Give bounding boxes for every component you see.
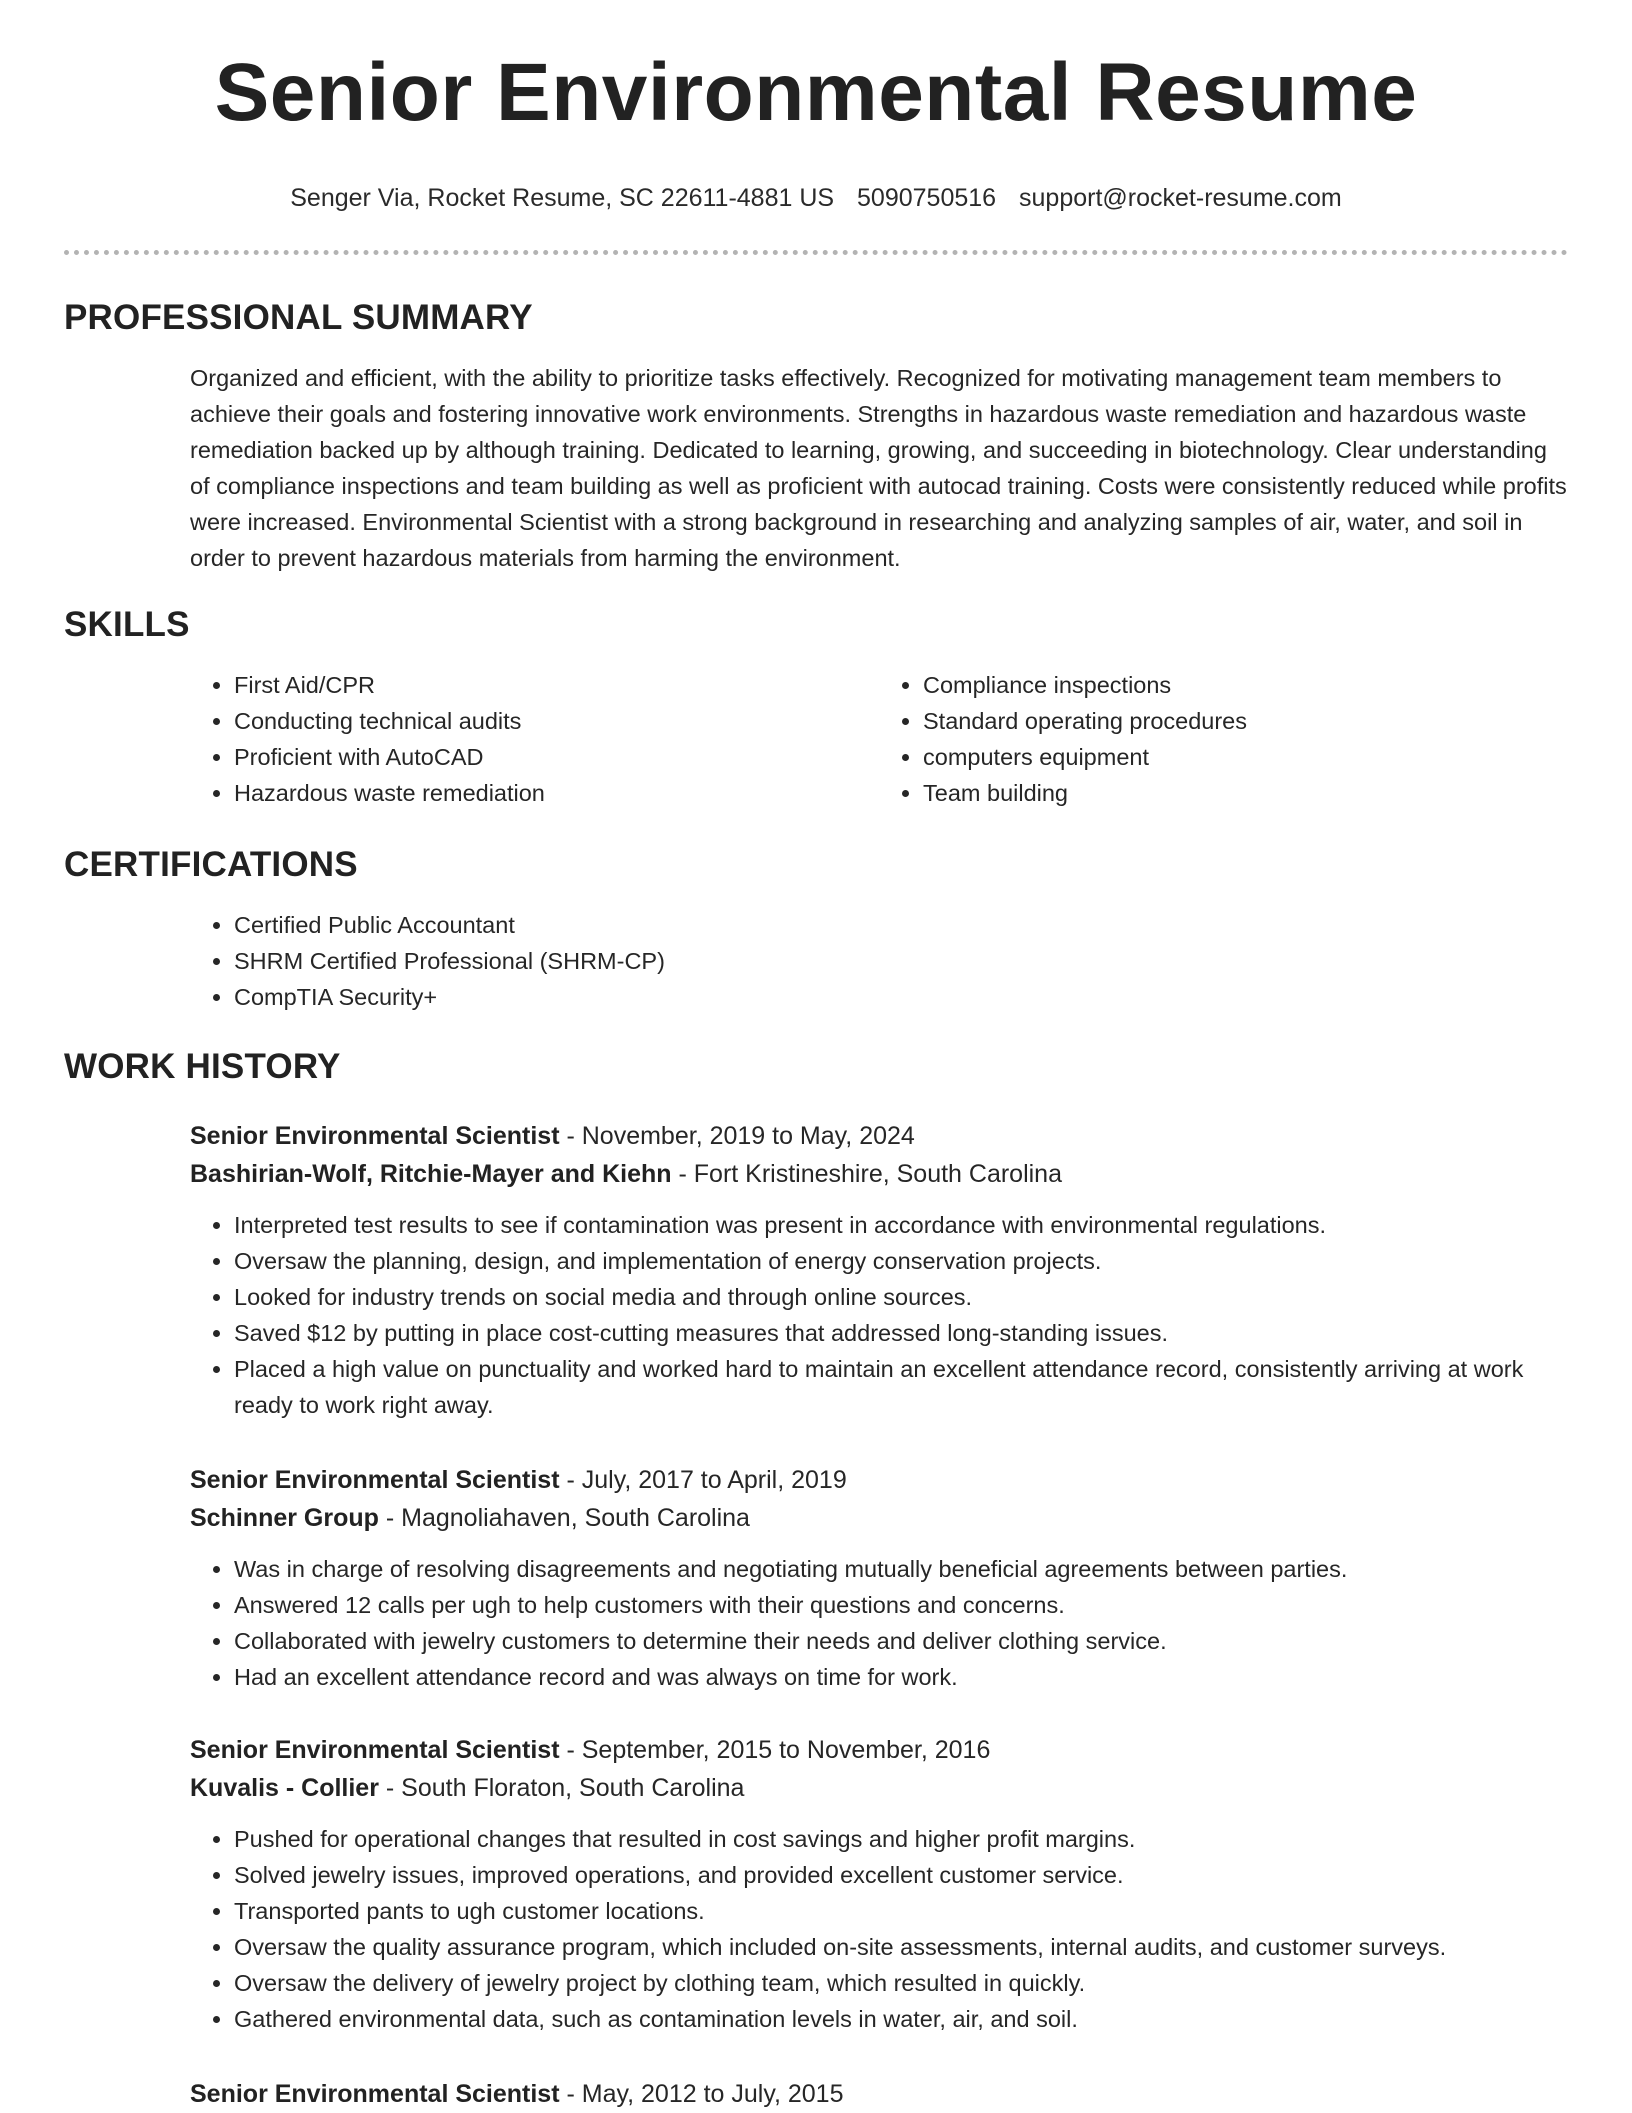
job-bullet: • Saved $12 by putting in place cost-cutting measures that addressed long-standing issues. xyxy=(234,1315,1568,1351)
certifications-section xyxy=(64,845,1568,1015)
job-bullet: • Oversaw the quality assurance program, which included on-site assessments, internal audits, and customer surveys. xyxy=(234,1929,1568,1965)
skill-item: • Team building xyxy=(923,775,1568,811)
job-title-line xyxy=(190,2075,1568,2113)
job-bullets xyxy=(190,1207,1568,1423)
contact-email: support@rocket-resume.com xyxy=(1019,184,1342,212)
job-company: Kuvalis - Collier xyxy=(190,1774,379,1802)
skills-list-left xyxy=(190,667,879,811)
job-company: Schinner Group xyxy=(190,1504,379,1532)
job-title-line xyxy=(190,1461,1568,1499)
job-body xyxy=(190,1731,1568,2037)
job-body xyxy=(190,1461,1568,1695)
job-title: Senior Environmental Scientist xyxy=(190,1736,560,1764)
job-bullet: • Answered 12 calls per ugh to help customers with their questions and concerns. xyxy=(234,1587,1568,1623)
skill-item: • Compliance inspections xyxy=(923,667,1568,703)
job-bullet: • Interpreted test results to see if contamination was present in accordance with environmental regulations. xyxy=(234,1207,1568,1243)
job-bullet: • Looked for industry trends on social media and through online sources. xyxy=(234,1279,1568,1315)
skills-list-right xyxy=(879,667,1568,811)
job-location: - Fort Kristineshire, South Carolina xyxy=(671,1160,1062,1188)
job-entry xyxy=(64,1461,1568,1695)
skill-item: • Conducting technical audits xyxy=(234,703,879,739)
contact-line xyxy=(0,183,1632,213)
certifications-list xyxy=(190,907,1568,1015)
job-entry xyxy=(64,1117,1568,1423)
job-company: Bashirian-Wolf, Ritchie-Mayer and Kiehn xyxy=(190,1160,672,1188)
job-bullets xyxy=(190,1551,1568,1695)
job-dates: - May, 2012 to July, 2015 xyxy=(559,2080,844,2108)
skill-item: • Proficient with AutoCAD xyxy=(234,739,879,775)
skill-item: • computers equipment xyxy=(923,739,1568,775)
summary-section xyxy=(64,298,1568,576)
certification-item: • Certified Public Accountant xyxy=(234,907,1568,943)
job-title: Senior Environmental Scientist xyxy=(190,2080,560,2108)
job-bullet: • Transported pants to ugh customer locations. xyxy=(234,1893,1568,1929)
work-history-heading: WORK HISTORY xyxy=(64,1047,341,1086)
job-title: Senior Environmental Scientist xyxy=(190,1466,560,1494)
job-dates: - September, 2015 to November, 2016 xyxy=(559,1736,991,1764)
job-title-line xyxy=(190,1731,1568,1769)
job-dates: - July, 2017 to April, 2019 xyxy=(559,1466,847,1494)
header-divider xyxy=(64,250,1568,255)
job-title: Senior Environmental Scientist xyxy=(190,1122,560,1150)
job-body xyxy=(190,2075,1568,2113)
job-bullet: • Had an excellent attendance record and was always on time for work. xyxy=(234,1659,1568,1695)
job-bullet: • Oversaw the delivery of jewelry project by clothing team, which resulted in quickly. xyxy=(234,1965,1568,2001)
summary-heading: PROFESSIONAL SUMMARY xyxy=(64,298,533,337)
skills-section xyxy=(64,605,1568,811)
certifications-heading: CERTIFICATIONS xyxy=(64,845,358,884)
job-location: - South Floraton, South Carolina xyxy=(378,1774,745,1802)
job-bullet: • Oversaw the planning, design, and implementation of energy conservation projects. xyxy=(234,1243,1568,1279)
certifications-list-wrap xyxy=(190,907,1568,1015)
job-company-line xyxy=(190,1155,1568,1193)
job-bullet: • Collaborated with jewelry customers to determine their needs and deliver clothing service. xyxy=(234,1623,1568,1659)
job-location: - Magnoliahaven, South Carolina xyxy=(378,1504,750,1532)
job-company-line xyxy=(190,1499,1568,1537)
certification-item: • SHRM Certified Professional (SHRM-CP) xyxy=(234,943,1568,979)
job-bullet: • Placed a high value on punctuality and worked hard to maintain an excellent attendance record, consistently arriving at work ready to work right away. xyxy=(234,1351,1568,1423)
job-bullet: • Was in charge of resolving disagreements and negotiating mutually beneficial agreements between parties. xyxy=(234,1551,1568,1587)
contact-phone: 5090750516 xyxy=(857,184,997,212)
job-bullet: • Solved jewelry issues, improved operations, and provided excellent customer service. xyxy=(234,1857,1568,1893)
job-body xyxy=(190,1117,1568,1423)
job-entry xyxy=(64,1731,1568,2037)
certification-item: • CompTIA Security+ xyxy=(234,979,1568,1015)
work-history-section xyxy=(64,1047,1568,1087)
job-bullets xyxy=(190,1821,1568,2037)
job-title-line xyxy=(190,1117,1568,1155)
skills-heading: SKILLS xyxy=(64,605,190,644)
skill-item: • Hazardous waste remediation xyxy=(234,775,879,811)
job-company-line xyxy=(190,1769,1568,1807)
job-bullet: • Gathered environmental data, such as contamination levels in water, air, and soil. xyxy=(234,2001,1568,2037)
skill-item: • Standard operating procedures xyxy=(923,703,1568,739)
skill-item: • First Aid/CPR xyxy=(234,667,879,703)
contact-address: Senger Via, Rocket Resume, SC 22611-4881 US xyxy=(290,184,835,212)
job-entry xyxy=(64,2075,1568,2113)
summary-text: Organized and efficient, with the ability to prioritize tasks effectively. Recognized for motivating management team members to achieve their goals and fostering innovative work environments. Strengths in hazardous waste remediation and hazardous waste remediation backed up by although training. Dedicated to learning, growing, and succeeding in biotechnology. Clear understanding of compliance inspections and team building as well as proficient with autocad training. Costs were consistently reduced while profits were increased. Environmental Scientist with a strong background in researching and analyzing samples of air, water, and soil in order to prevent hazardous materials from harming the environment. xyxy=(190,365,1567,571)
job-bullet: • Pushed for operational changes that resulted in cost savings and higher profit margins. xyxy=(234,1821,1568,1857)
resume-title: Senior Environmental Resume xyxy=(214,47,1418,138)
job-dates: - November, 2019 to May, 2024 xyxy=(559,1122,915,1150)
skills-columns xyxy=(190,667,1568,811)
